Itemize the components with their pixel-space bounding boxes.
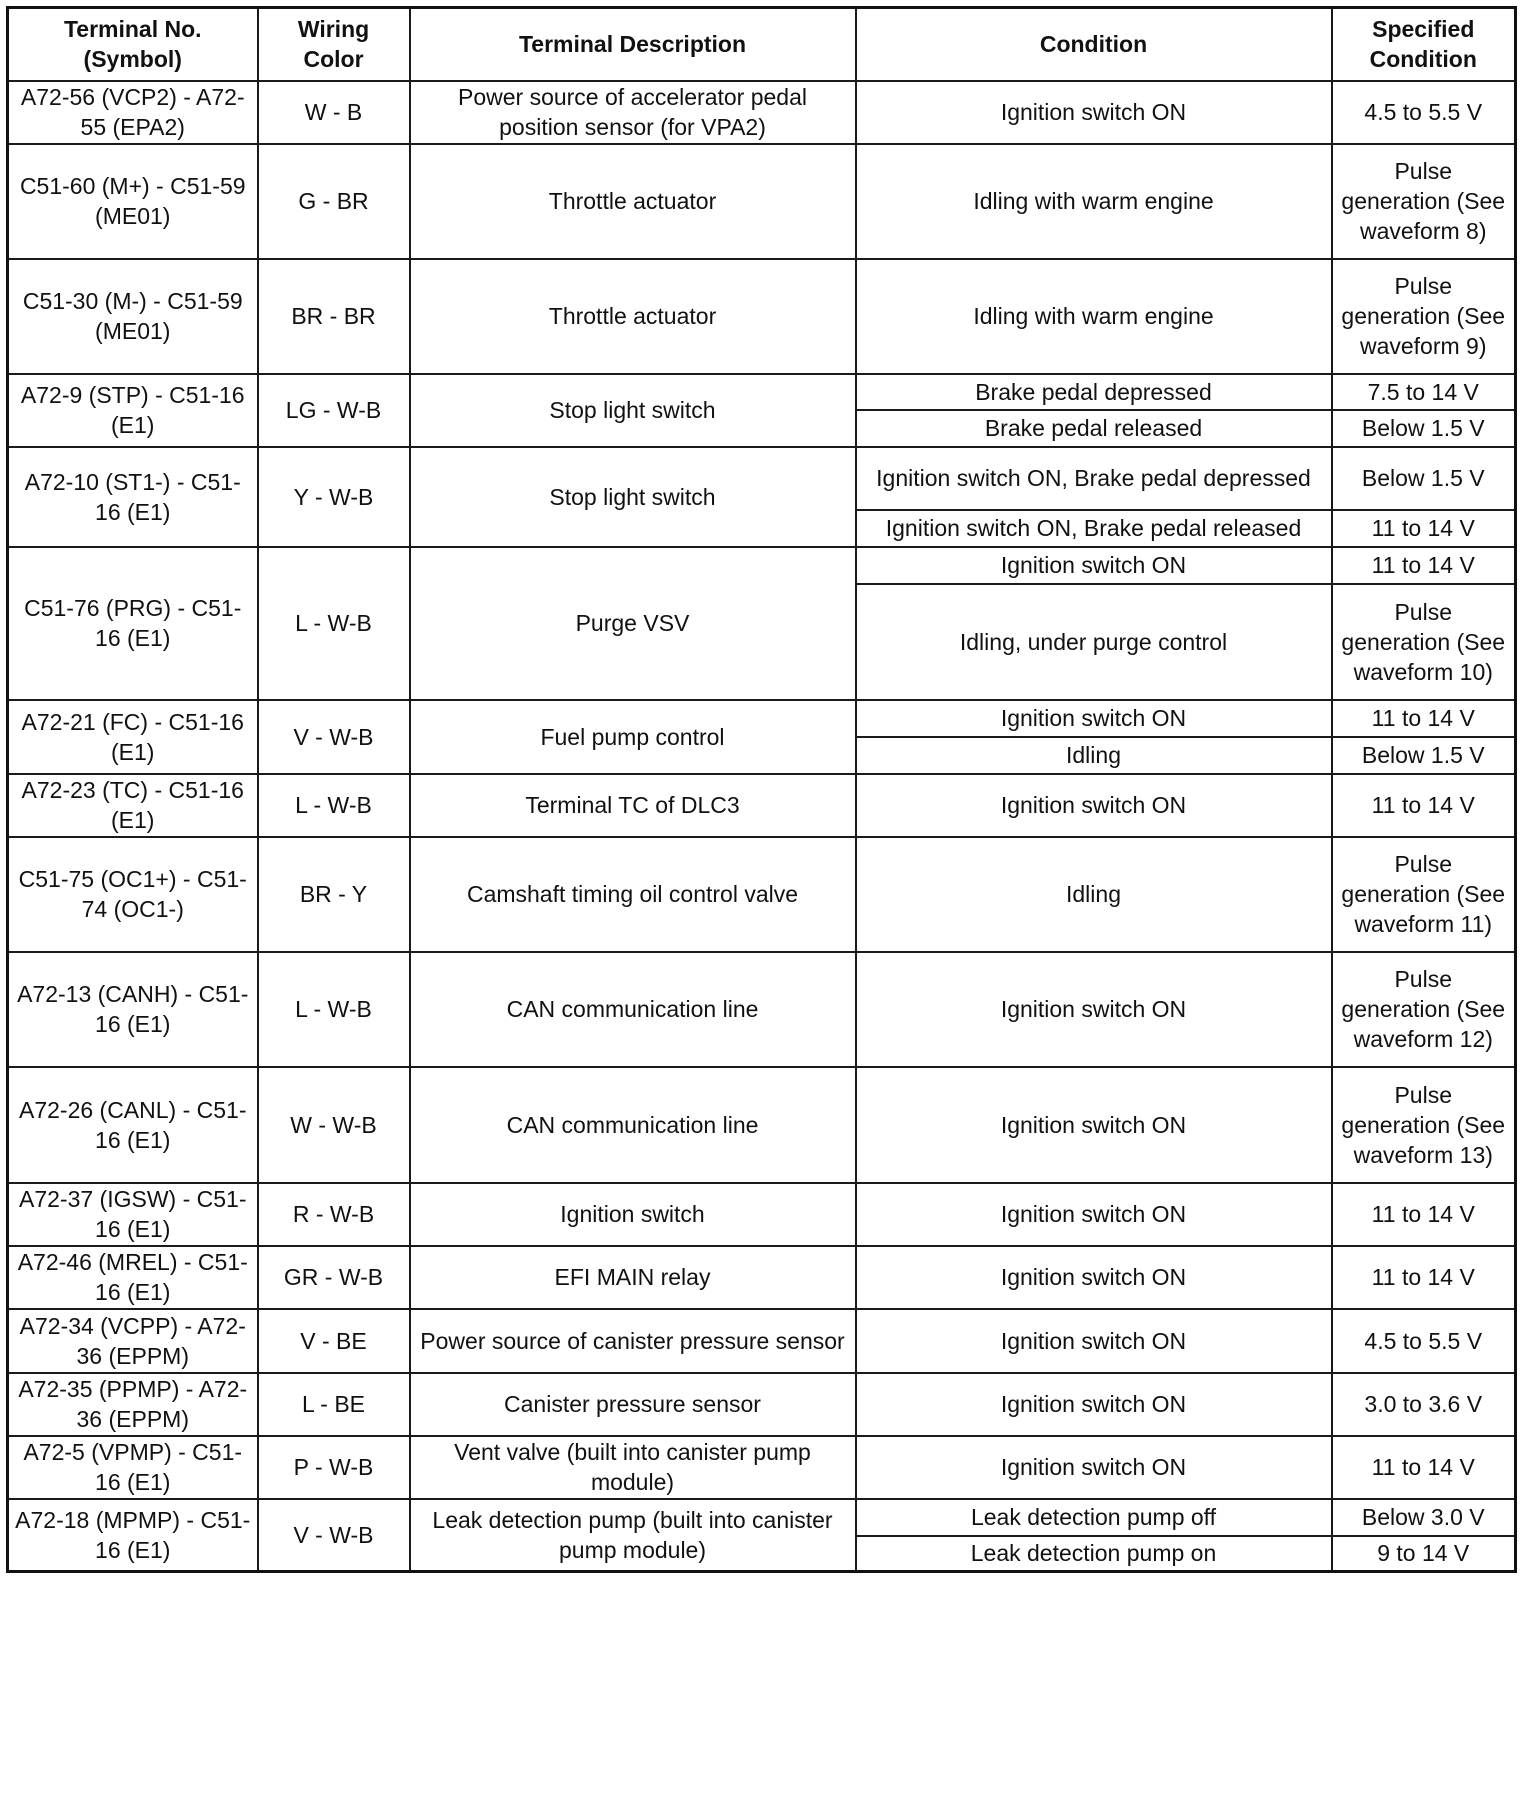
terminal-cell: A72-56 (VCP2) - A72-55 (EPA2) [8,81,258,144]
terminal-cell: C51-30 (M-) - C51-59 (ME01) [8,259,258,374]
spec-cell: 11 to 14 V [1332,547,1516,584]
spec-cell: Pulse generation (See waveform 10) [1332,584,1516,700]
condition-cell: Idling with warm engine [856,144,1332,259]
spec-cell: 11 to 14 V [1332,700,1516,737]
table-row [8,952,1516,1067]
description-cell: Camshaft timing oil control valve [410,837,856,952]
spec-cell: 11 to 14 V [1332,1436,1516,1499]
wiring-color-cell: R - W-B [258,1183,410,1246]
spec-cell: 3.0 to 3.6 V [1332,1373,1516,1436]
table-row [8,1067,1516,1183]
table-row [8,774,1516,837]
wiring-color-cell: V - W-B [258,1499,410,1572]
terminal-cell: A72-35 (PPMP) - A72-36 (EPPM) [8,1373,258,1436]
terminal-cell: A72-9 (STP) - C51-16 (E1) [8,374,258,447]
wiring-color-cell: V - W-B [258,700,410,774]
terminal-cell: A72-37 (IGSW) - C51-16 (E1) [8,1183,258,1246]
condition-cell: Ignition switch ON, Brake pedal depressed [856,447,1332,510]
condition-cell: Idling with warm engine [856,259,1332,374]
condition-cell: Ignition switch ON [856,1067,1332,1183]
condition-cell: Ignition switch ON [856,1373,1332,1436]
description-cell: Terminal TC of DLC3 [410,774,856,837]
wiring-color-cell: G - BR [258,144,410,259]
terminal-cell: A72-46 (MREL) - C51-16 (E1) [8,1246,258,1309]
spec-cell: 9 to 14 V [1332,1536,1516,1572]
table-row [8,1309,1516,1373]
condition-cell: Ignition switch ON [856,700,1332,737]
terminal-cell: A72-34 (VCPP) - A72-36 (EPPM) [8,1309,258,1373]
spec-cell: Pulse generation (See waveform 12) [1332,952,1516,1067]
table-row [8,1499,1516,1536]
header-condition: Condition [856,8,1332,81]
spec-cell: 7.5 to 14 V [1332,374,1516,410]
condition-cell: Idling [856,737,1332,774]
wiring-color-cell: BR - Y [258,837,410,952]
wiring-color-cell: V - BE [258,1309,410,1373]
terminal-cell: C51-75 (OC1+) - C51-74 (OC1-) [8,837,258,952]
header-wiring: Wiring Color [258,8,410,81]
wiring-color-cell: W - B [258,81,410,144]
spec-cell: 11 to 14 V [1332,510,1516,547]
description-cell: Stop light switch [410,374,856,447]
description-cell: CAN communication line [410,952,856,1067]
spec-cell: 11 to 14 V [1332,1183,1516,1246]
description-cell: Ignition switch [410,1183,856,1246]
condition-cell: Leak detection pump on [856,1536,1332,1572]
spec-cell: Below 1.5 V [1332,410,1516,447]
condition-cell: Ignition switch ON [856,1246,1332,1309]
table-row [8,837,1516,952]
spec-cell: Below 3.0 V [1332,1499,1516,1536]
table-row [8,144,1516,259]
description-cell: Power source of accelerator pedal position sensor (for VPA2) [410,81,856,144]
spec-cell: 11 to 14 V [1332,774,1516,837]
terminal-cell: A72-13 (CANH) - C51-16 (E1) [8,952,258,1067]
table-header-row [8,8,1516,81]
description-cell: Fuel pump control [410,700,856,774]
condition-cell: Ignition switch ON [856,81,1332,144]
header-terminal: Terminal No. (Symbol) [8,8,258,81]
terminal-cell: A72-23 (TC) - C51-16 (E1) [8,774,258,837]
wiring-color-cell: LG - W-B [258,374,410,447]
condition-cell: Leak detection pump off [856,1499,1332,1536]
condition-cell: Ignition switch ON, Brake pedal released [856,510,1332,547]
spec-cell: 4.5 to 5.5 V [1332,1309,1516,1373]
condition-cell: Idling [856,837,1332,952]
spec-table-container [6,6,1517,1573]
description-cell: Vent valve (built into canister pump module) [410,1436,856,1499]
table-row [8,1436,1516,1499]
condition-cell: Ignition switch ON [856,952,1332,1067]
table-row [8,374,1516,410]
description-cell: Stop light switch [410,447,856,547]
condition-cell: Ignition switch ON [856,1183,1332,1246]
wiring-color-cell: L - W-B [258,547,410,700]
wiring-color-cell: L - BE [258,1373,410,1436]
description-cell: Purge VSV [410,547,856,700]
wiring-color-cell: Y - W-B [258,447,410,547]
description-cell: Canister pressure sensor [410,1373,856,1436]
terminal-cell: A72-10 (ST1-) - C51-16 (E1) [8,447,258,547]
spec-cell: Pulse generation (See waveform 11) [1332,837,1516,952]
spec-cell: Below 1.5 V [1332,737,1516,774]
condition-cell: Ignition switch ON [856,774,1332,837]
wiring-color-cell: L - W-B [258,952,410,1067]
terminal-cell: C51-60 (M+) - C51-59 (ME01) [8,144,258,259]
condition-cell: Brake pedal released [856,410,1332,447]
spec-cell: 4.5 to 5.5 V [1332,81,1516,144]
terminal-cell: C51-76 (PRG) - C51-16 (E1) [8,547,258,700]
table-row [8,1246,1516,1309]
terminal-cell: A72-5 (VPMP) - C51-16 (E1) [8,1436,258,1499]
table-row [8,447,1516,510]
table-row [8,81,1516,144]
header-spec: Specified Condition [1332,8,1516,81]
description-cell: Throttle actuator [410,144,856,259]
header-description: Terminal Description [410,8,856,81]
table-row [8,547,1516,584]
description-cell: EFI MAIN relay [410,1246,856,1309]
description-cell: Leak detection pump (built into canister pump module) [410,1499,856,1572]
terminal-spec-table [6,6,1517,1573]
wiring-color-cell: P - W-B [258,1436,410,1499]
description-cell: Throttle actuator [410,259,856,374]
wiring-color-cell: L - W-B [258,774,410,837]
description-cell: CAN communication line [410,1067,856,1183]
condition-cell: Ignition switch ON [856,1436,1332,1499]
terminal-cell: A72-21 (FC) - C51-16 (E1) [8,700,258,774]
table-row [8,700,1516,737]
spec-cell: Pulse generation (See waveform 13) [1332,1067,1516,1183]
condition-cell: Ignition switch ON [856,547,1332,584]
terminal-cell: A72-18 (MPMP) - C51-16 (E1) [8,1499,258,1572]
wiring-color-cell: BR - BR [258,259,410,374]
description-cell: Power source of canister pressure sensor [410,1309,856,1373]
condition-cell: Ignition switch ON [856,1309,1332,1373]
table-row [8,1183,1516,1246]
spec-cell: 11 to 14 V [1332,1246,1516,1309]
condition-cell: Brake pedal depressed [856,374,1332,410]
spec-cell: Below 1.5 V [1332,447,1516,510]
terminal-cell: A72-26 (CANL) - C51-16 (E1) [8,1067,258,1183]
condition-cell: Idling, under purge control [856,584,1332,700]
wiring-color-cell: W - W-B [258,1067,410,1183]
table-row [8,1373,1516,1436]
table-row [8,259,1516,374]
spec-cell: Pulse generation (See waveform 9) [1332,259,1516,374]
wiring-color-cell: GR - W-B [258,1246,410,1309]
table-body [8,81,1516,1572]
spec-cell: Pulse generation (See waveform 8) [1332,144,1516,259]
